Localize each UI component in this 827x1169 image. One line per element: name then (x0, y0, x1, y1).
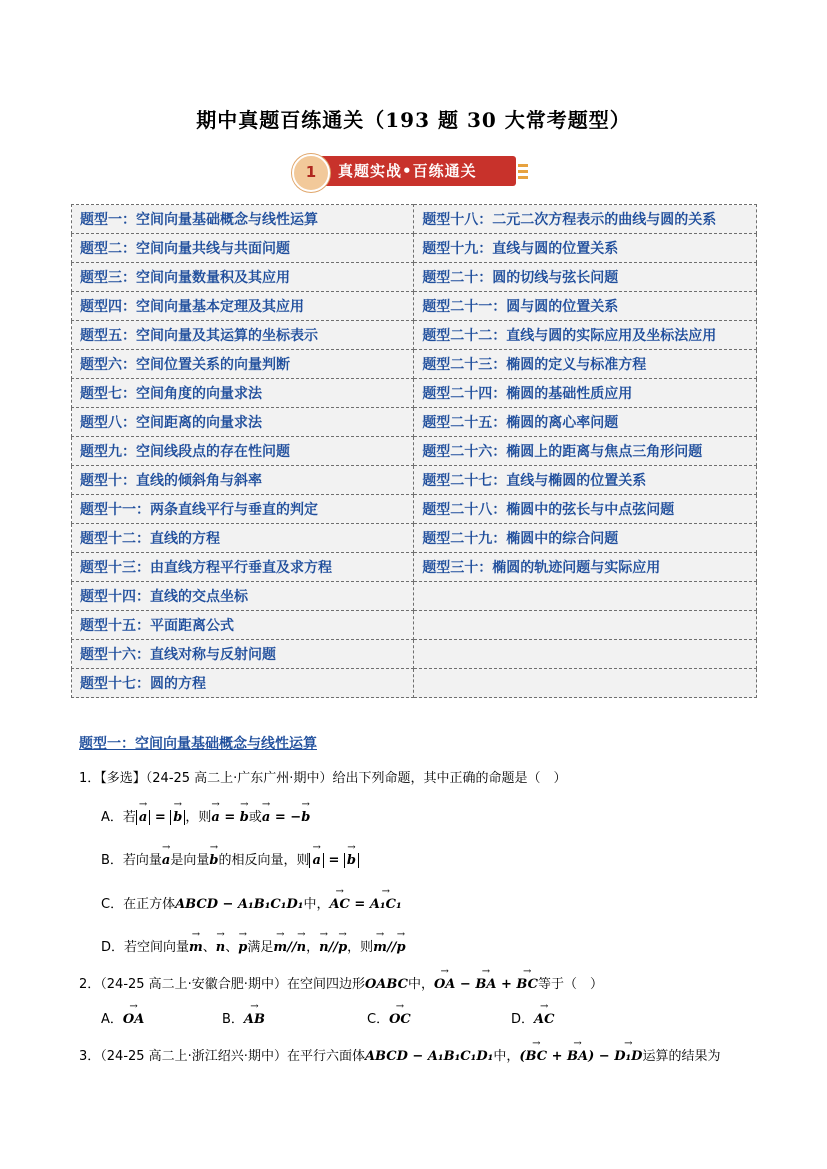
q1-option-a: A．若→ a = → b ，则→ a = → b或→ a = −→ b (101, 806, 310, 825)
toc-item-left[interactable]: 题型三：空间向量数量积及其应用 (72, 263, 414, 292)
q2-c-label: C． (367, 1012, 390, 1027)
toc-item-right (414, 640, 757, 669)
toc-item-left[interactable]: 题型十四：直线的交点坐标 (72, 582, 414, 611)
q1-d-then: ，则 (347, 940, 374, 955)
banner-stripes-icon (518, 164, 528, 182)
toc-item-left[interactable]: 题型九：空间线段点的存在性问题 (72, 437, 414, 466)
q3-mid: 中， (493, 1049, 520, 1064)
q2-stem-text: 2．（24-25 高二上·安徽合肥·期中）在空间四边形 (79, 977, 365, 992)
q2-d-vec: → AC (534, 1012, 554, 1027)
toc-row (72, 234, 757, 263)
toc-row (72, 524, 757, 553)
q2-mid: 中， (407, 977, 434, 992)
toc-item-right[interactable]: 题型二十三：椭圆的定义与标准方程 (414, 350, 757, 379)
toc-row (72, 553, 757, 582)
toc-item-right[interactable]: 题型二十：圆的切线与弦长问题 (414, 263, 757, 292)
q1-a-then: ，则 (185, 810, 212, 825)
toc-item-left[interactable]: 题型六：空间位置关系的向量判断 (72, 350, 414, 379)
toc-item-left[interactable]: 题型十：直线的倾斜角与斜率 (72, 466, 414, 495)
q1-a-expr2: → b (170, 810, 185, 825)
q2-shape: OABC (364, 977, 408, 992)
toc-item-right[interactable]: 题型二十五：椭圆的离心率问题 (414, 408, 757, 437)
page-title: 期中真题百练通关（193 题 30 大常考题型） (196, 108, 631, 132)
toc-item-right (414, 582, 757, 611)
question-1-stem: 1．【多选】（24-25 高二上·广东广州·期中）给出下列命题，其中正确的命题是（ ） (79, 771, 567, 786)
toc-item-left[interactable]: 题型十五：平面距离公式 (72, 611, 414, 640)
q1-b-mid: 是向量 (170, 853, 210, 868)
toc-row (72, 350, 757, 379)
q2-b-label: B． (222, 1012, 244, 1027)
q1-d-text: D．若空间向量 (101, 940, 190, 955)
toc-item-right (414, 611, 757, 640)
toc-item-left[interactable]: 题型十一：两条直线平行与垂直的判定 (72, 495, 414, 524)
q2-option-a[interactable] (101, 1008, 144, 1027)
toc-row (72, 669, 757, 698)
toc-item-left[interactable]: 题型七：空间角度的向量求法 (72, 379, 414, 408)
toc-row (72, 640, 757, 669)
toc-item-right[interactable]: 题型二十四：椭圆的基础性质应用 (414, 379, 757, 408)
q1-option-c: C．在正方体ABCD − A₁B₁C₁D₁中，→ AC = → A₁C₁ (101, 893, 402, 912)
q1-b-text: B．若向量 (101, 853, 162, 868)
toc-item-left[interactable]: 题型十七：圆的方程 (72, 669, 414, 698)
q1-d-mid: 满足 (247, 940, 274, 955)
toc-item-left[interactable]: 题型十三：由直线方程平行垂直及求方程 (72, 553, 414, 582)
toc-row (72, 495, 757, 524)
q2-b-vec: → AB (244, 1012, 265, 1027)
toc-row (72, 611, 757, 640)
q1-option-b: B．若向量→ a是向量→ b的相反向量，则→ a = → b (101, 849, 359, 868)
q2-end: 等于（ ） (537, 977, 603, 992)
q3-shape: ABCD − A₁B₁C₁D₁ (364, 1049, 494, 1064)
toc-item-right[interactable]: 题型十九：直线与圆的位置关系 (414, 234, 757, 263)
toc-item-right[interactable]: 题型二十九：椭圆中的综合问题 (414, 524, 757, 553)
question-3-stem: 3．（24-25 高二上·浙江绍兴·期中）在平行六面体ABCD − A₁B₁C₁D₁中，(→ BC + → BA) − → D₁D运算的结果为 (79, 1045, 720, 1064)
q1-c-text: C．在正方体 (101, 897, 176, 912)
toc-row (72, 408, 757, 437)
q1-c-mid: 中， (303, 897, 330, 912)
toc-item-right[interactable]: 题型二十六：椭圆上的距离与焦点三角形问题 (414, 437, 757, 466)
toc-item-right[interactable]: 题型二十二：直线与圆的实际应用及坐标法应用 (414, 321, 757, 350)
toc-item-left[interactable]: 题型十二：直线的方程 (72, 524, 414, 553)
toc-table (71, 204, 757, 698)
toc-item-left[interactable]: 题型四：空间向量基本定理及其应用 (72, 292, 414, 321)
toc-row (72, 292, 757, 321)
q1-option-d: D．若空间向量→ m、→ n、→ p满足→ m//→ n，→ n//→ p，则→ m//→ p (101, 936, 406, 955)
q2-a-vec: → OA (123, 1012, 144, 1027)
q2-a-label: A． (101, 1012, 123, 1027)
toc-item-left[interactable]: 题型五：空间向量及其运算的坐标表示 (72, 321, 414, 350)
q1-a-text: A．若 (101, 810, 136, 825)
toc-item-right (414, 669, 757, 698)
q1-a-expr1: → a (136, 810, 150, 825)
q2-option-c[interactable] (367, 1008, 411, 1027)
section-heading[interactable]: 题型一：空间向量基础概念与线性运算 (79, 736, 317, 752)
question-2-stem: 2．（24-25 高二上·安徽合肥·期中）在空间四边形OABC中，→ OA − → BA + → BC等于（ ） (79, 973, 603, 992)
toc-item-right[interactable]: 题型二十八：椭圆中的弦长与中点弦问题 (414, 495, 757, 524)
toc-row (72, 205, 757, 234)
q1-a-or: 或 (248, 810, 262, 825)
toc-row (72, 466, 757, 495)
toc-row (72, 582, 757, 611)
toc-item-left[interactable]: 题型二：空间向量共线与共面问题 (72, 234, 414, 263)
toc-row (72, 321, 757, 350)
toc-row (72, 437, 757, 466)
banner-label: 真题实战•百练通关 (338, 162, 477, 180)
q1-b-mid2: 的相反向量，则 (218, 853, 310, 868)
toc-row (72, 263, 757, 292)
toc-item-right[interactable]: 题型二十一：圆与圆的位置关系 (414, 292, 757, 321)
toc-item-left[interactable]: 题型一：空间向量基础概念与线性运算 (72, 205, 414, 234)
q3-stem-text: 3．（24-25 高二上·浙江绍兴·期中）在平行六面体 (79, 1049, 365, 1064)
q2-option-d[interactable] (511, 1008, 554, 1027)
toc-item-left[interactable]: 题型八：空间距离的向量求法 (72, 408, 414, 437)
section-banner (292, 152, 532, 190)
q1-d-sep2: 、 (225, 940, 239, 955)
q2-c-vec: → OC (389, 1012, 411, 1027)
toc-item-left[interactable]: 题型十六：直线对称与反射问题 (72, 640, 414, 669)
toc-item-right[interactable]: 题型三十：椭圆的轨迹问题与实际应用 (414, 553, 757, 582)
toc-item-right[interactable]: 题型二十七：直线与椭圆的位置关系 (414, 466, 757, 495)
q1-d-comma: ， (306, 940, 320, 955)
q2-d-label: D． (511, 1012, 535, 1027)
toc-row (72, 379, 757, 408)
toc-item-right[interactable]: 题型十八：二元二次方程表示的曲线与圆的关系 (414, 205, 757, 234)
q2-option-b[interactable] (222, 1008, 265, 1027)
banner-number: 1 (305, 163, 317, 181)
q1-d-sep1: 、 (202, 940, 216, 955)
q3-end: 运算的结果为 (642, 1049, 721, 1064)
